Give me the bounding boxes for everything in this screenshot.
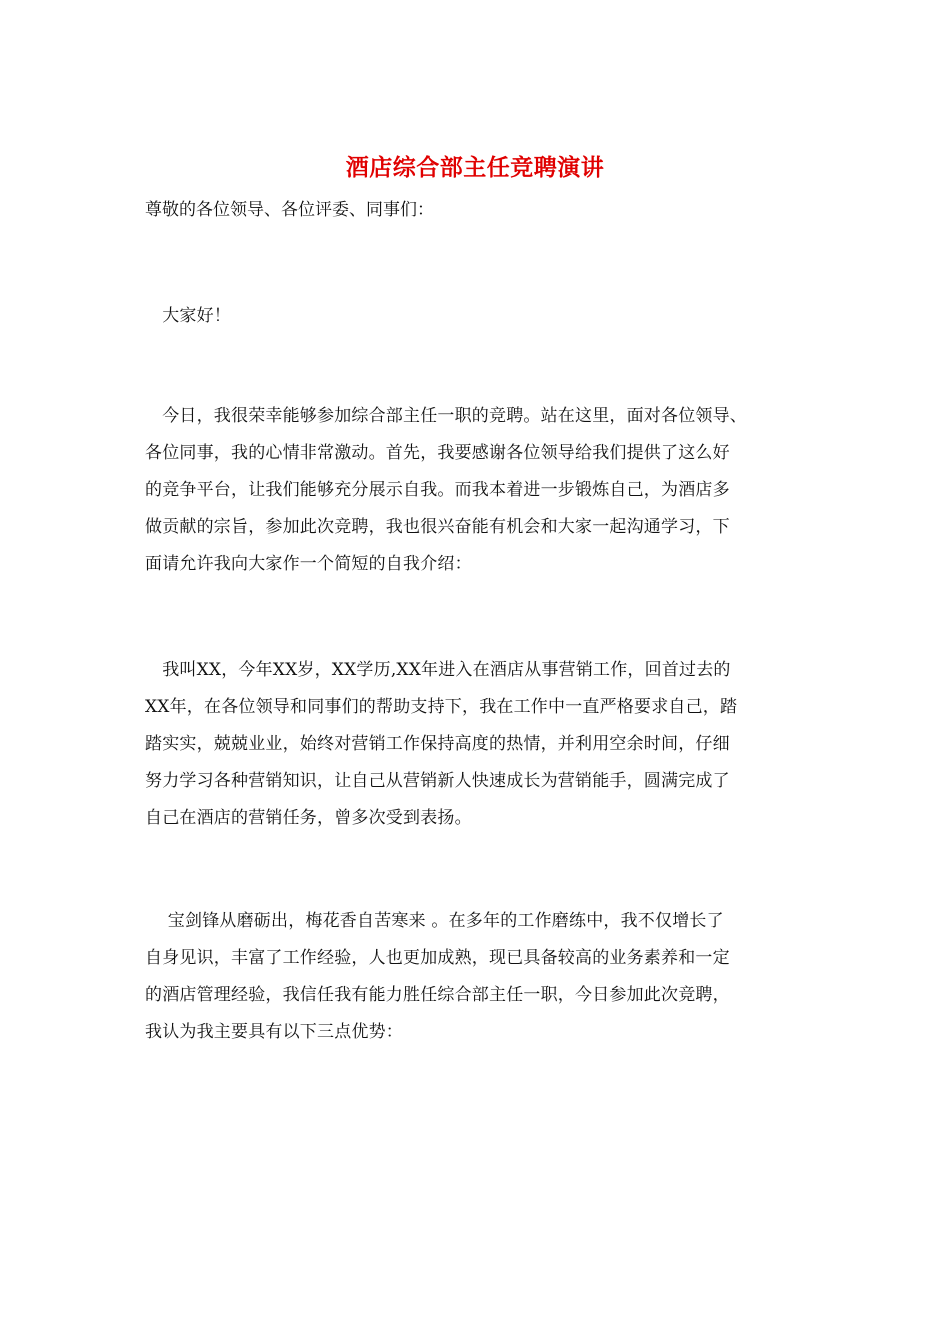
paragraph-line: 努力学习各种营销知识，让自己从营销新人快速成长为营销能手，圆满完成了 — [145, 771, 730, 791]
paragraph-line: 的酒店管理经验，我信任我有能力胜任综合部主任一职，今日参加此次竞聘， — [145, 985, 730, 1005]
paragraph-line: 面请允许我向大家作一个简短的自我介绍： — [145, 554, 472, 574]
paragraph-line: 踏实实，兢兢业业，始终对营销工作保持高度的热情，并利用空余时间，仔细 — [145, 734, 730, 754]
paragraph-line: 今日，我很荣幸能够参加综合部主任一职的竞聘。站在这里，面对各位领导、 — [145, 406, 747, 426]
salutation: 尊敬的各位领导、各位评委、同事们： — [145, 200, 434, 220]
greeting-line: 大家好！ — [145, 306, 231, 326]
paragraph-line: XX年，在各位领导和同事们的帮助支持下，我在工作中一直严格要求自己，踏 — [145, 697, 738, 717]
paragraph-line: 我认为我主要具有以下三点优势： — [145, 1022, 403, 1042]
page-title: 酒店综合部主任竞聘演讲 — [345, 154, 605, 181]
greeting — [145, 298, 805, 335]
paragraph-line: 宝剑锋从磨砺出，梅花香自苦寒来 。在多年的工作磨练中，我不仅增长了 — [145, 911, 724, 931]
paragraph-line: 的竞争平台，让我们能够充分展示自我。而我本着进一步锻炼自己，为酒店多 — [145, 480, 730, 500]
paragraph-intro — [145, 398, 805, 583]
paragraph-self-introduction — [145, 652, 805, 837]
paragraph-strengths — [145, 903, 805, 1051]
paragraph-line: 自身见识，丰富了工作经验，人也更加成熟，现已具备较高的业务素养和一定 — [145, 948, 730, 968]
paragraph-line: 我叫XX，今年XX岁，XX学历,XX年进入在酒店从事营销工作，回首过去的 — [145, 660, 731, 680]
paragraph-line: 自己在酒店的营销任务，曾多次受到表扬。 — [145, 808, 472, 828]
paragraph-line: 做贡献的宗旨，参加此次竞聘，我也很兴奋能有机会和大家一起沟通学习，下 — [145, 517, 730, 537]
paragraph-line: 各位同事，我的心情非常激动。首先，我要感谢各位领导给我们提供了这么好 — [145, 443, 730, 463]
